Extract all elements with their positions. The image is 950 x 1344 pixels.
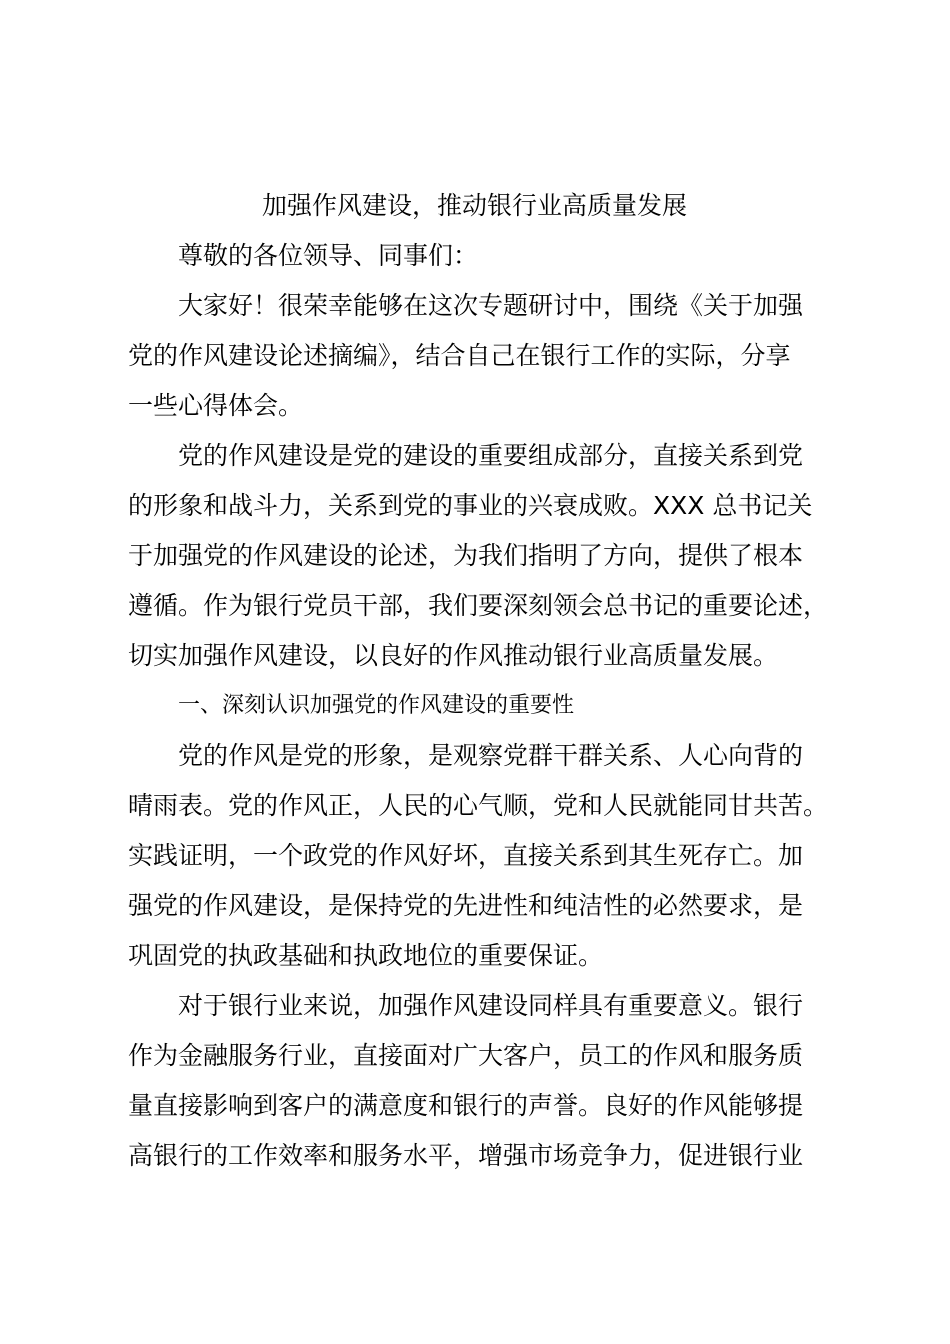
- paragraph-line: 强党的作风建设，是保持党的先进性和纯洁性的必然要求，是: [128, 891, 804, 920]
- paragraph-line: 高银行的工作效率和服务水平，增强市场竞争力，促进银行业: [128, 1141, 804, 1170]
- paragraph-line: 切实加强作风建设，以良好的作风推动银行业高质量发展。: [128, 641, 779, 670]
- paragraph-line: 实践证明，一个政党的作风好坏，直接关系到其生死存亡。加: [128, 841, 804, 870]
- section-heading: 一、深刻认识加强党的作风建设的重要性: [178, 693, 575, 718]
- paragraph-line: 量直接影响到客户的满意度和银行的声誉。良好的作风能够提: [128, 1091, 804, 1120]
- paragraph-line: 于加强党的作风建设的论述，为我们指明了方向，提供了根本: [128, 541, 804, 570]
- document-title: 加强作风建设，推动银行业高质量发展: [262, 191, 688, 220]
- paragraph-line: 一些心得体会。: [128, 391, 304, 420]
- paragraph-line: 遵循。作为银行党员干部，我们要深刻领会总书记的重要论述，: [128, 591, 829, 620]
- paragraph-line: 的形象和战斗力，关系到党的事业的兴衰成败。XXX 总书记关: [128, 491, 813, 520]
- paragraph-line: 党的作风建设是党的建设的重要组成部分，直接关系到党: [178, 441, 804, 470]
- salutation-line: 尊敬的各位领导、同事们：: [178, 241, 479, 270]
- paragraph-line: 党的作风建设论述摘编》，结合自己在银行工作的实际，分享: [128, 341, 791, 370]
- paragraph-line: 党的作风是党的形象，是观察党群干群关系、人心向背的: [178, 741, 804, 770]
- paragraph-line: 晴雨表。党的作风正，人民的心气顺，党和人民就能同甘共苦。: [128, 791, 829, 820]
- paragraph-line: 对于银行业来说，加强作风建设同样具有重要意义。银行: [178, 991, 804, 1020]
- paragraph-line: 大家好！很荣幸能够在这次专题研讨中，围绕《关于加强: [178, 291, 804, 320]
- paragraph-line: 巩固党的执政基础和执政地位的重要保证。: [128, 941, 604, 970]
- paragraph-line: 作为金融服务行业，直接面对广大客户，员工的作风和服务质: [128, 1041, 804, 1070]
